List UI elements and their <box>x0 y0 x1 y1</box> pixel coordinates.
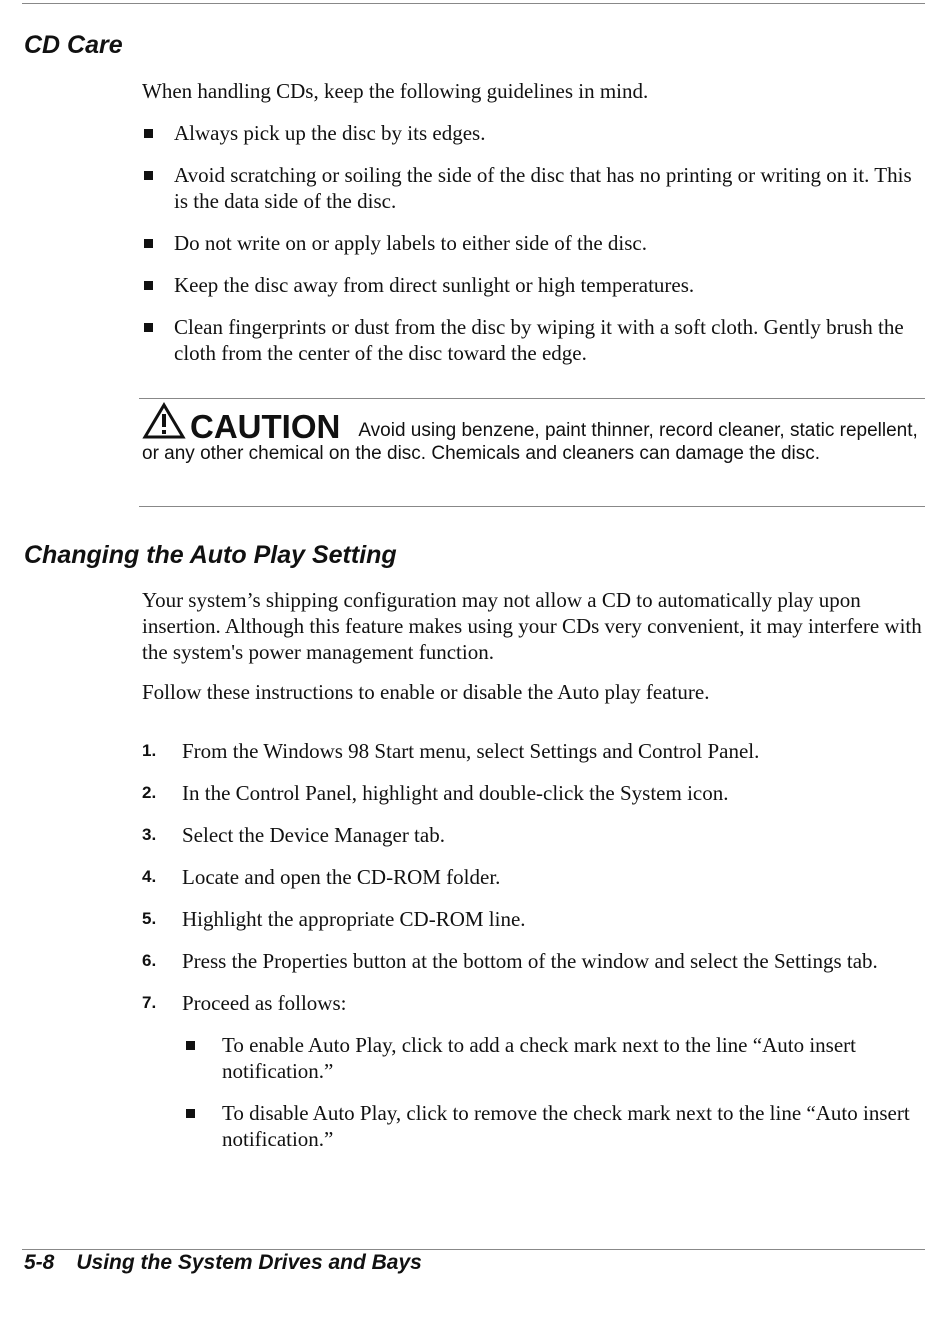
sub-bullet-item: To enable Auto Play, click to add a check mark next to the line “Auto insert notification.” <box>182 1032 922 1084</box>
step-item: 2. In the Control Panel, highlight and double-click the System icon. <box>142 781 729 805</box>
page-number: 5-8 <box>24 1251 55 1274</box>
bullet-item: Avoid scratching or soiling the side of the disc that has no printing or writing on it. This is the data side of the disc. <box>142 162 922 214</box>
step-item: 3. Select the Device Manager tab. <box>142 823 445 847</box>
paragraph: Your system’s shipping configuration may not allow a CD to automatically play upon insertion. Although this feature makes using your CDs very convenient, it may interfere with the system's power management function. <box>142 588 922 664</box>
warning-triangle-icon <box>142 402 186 440</box>
bullet-square-icon <box>144 129 153 138</box>
bullet-item: Clean fingerprints or dust from the disc by wiping it with a soft cloth. Gently brush the cloth from the center of the disc toward the edge. <box>142 314 922 366</box>
bullet-square-icon <box>186 1041 195 1050</box>
step-item: 1. From the Windows 98 Start menu, select Settings and Control Panel. <box>142 739 760 763</box>
section-title-auto-play: Changing the Auto Play Setting <box>24 541 397 569</box>
caution-box <box>142 402 922 465</box>
bullet-item: Always pick up the disc by its edges. <box>142 120 922 146</box>
intro-paragraph: When handling CDs, keep the following guidelines in mind. <box>142 79 649 103</box>
bullet-item: Do not write on or apply labels to either side of the disc. <box>142 230 922 256</box>
bullet-item: Keep the disc away from direct sunlight or high temperatures. <box>142 272 922 298</box>
caution-text: Avoid using benzene, paint thinner, record cleaner, static repellent, or any other chemical on the disc. Chemicals and cleaners can damage the disc. <box>142 420 918 464</box>
chapter-title: Using the System Drives and Bays <box>76 1251 422 1274</box>
bullet-square-icon <box>144 281 153 290</box>
top-rule <box>22 3 925 4</box>
step-item: 4. Locate and open the CD-ROM folder. <box>142 865 501 889</box>
bullet-square-icon <box>144 323 153 332</box>
bullet-square-icon <box>144 171 153 180</box>
bullet-square-icon <box>144 239 153 248</box>
bullet-square-icon <box>186 1109 195 1118</box>
sub-bullet-item: To disable Auto Play, click to remove the check mark next to the line “Auto insert notification.” <box>182 1100 922 1152</box>
caution-bottom-rule <box>139 506 925 507</box>
page-footer <box>24 1251 422 1275</box>
caution-top-rule <box>139 398 925 399</box>
caution-label: CAUTION <box>190 408 341 445</box>
step-item: 7. Proceed as follows: <box>142 991 347 1015</box>
paragraph: Follow these instructions to enable or disable the Auto play feature. <box>142 680 710 704</box>
step-item: 6. Press the Properties button at the bottom of the window and select the Settings tab. <box>142 949 878 973</box>
footer-rule <box>22 1249 925 1250</box>
step-item: 5. Highlight the appropriate CD-ROM line. <box>142 907 526 931</box>
section-title-cd-care: CD Care <box>24 31 123 59</box>
